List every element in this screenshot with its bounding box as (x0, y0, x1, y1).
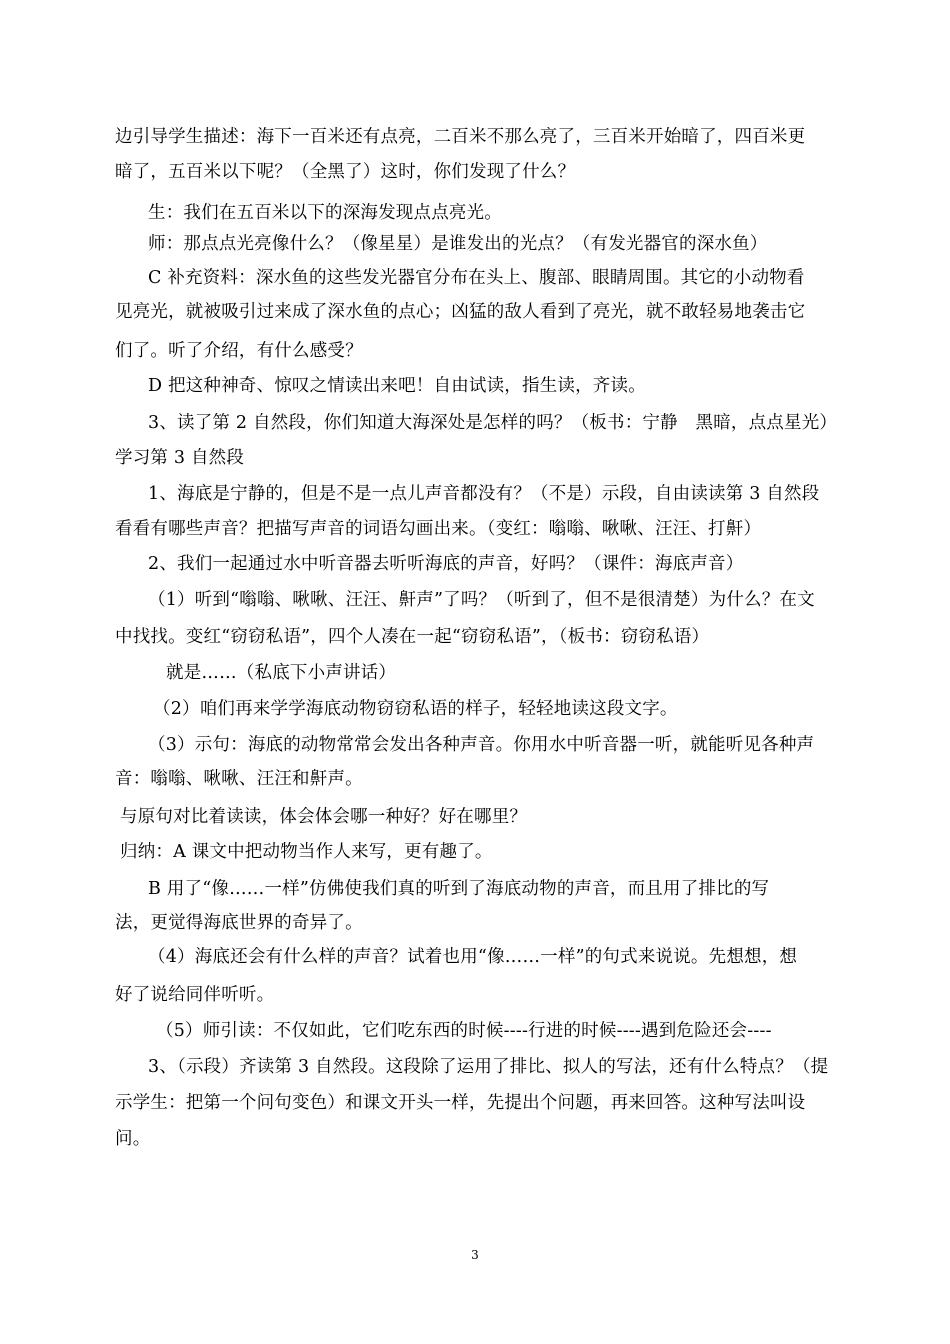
text-line: 边引导学生描述：海下一百米还有点亮，二百米不那么亮了，三百米开始暗了，四百米更 (115, 127, 806, 147)
text-line: 3、（示段）齐读第 3 自然段。这段除了运用了排比、拟人的写法，还有什么特点？（提 (148, 1057, 829, 1077)
text-line: 好了说给同伴听听。 (115, 985, 275, 1005)
text-line: 就是……（私底下小声讲话） (166, 663, 397, 683)
text-line: （1）听到“嗡嗡、啾啾、汪汪、鼾声”了吗？（听到了，但不是很清楚）为什么？在文 (148, 590, 815, 610)
text-line: 中找找。变红“窃窃私语”，四个人凑在一起“窃窃私语”，（板书：窃窃私语） (115, 627, 710, 647)
text-line: （4）海底还会有什么样的声音？试着也用“像……一样”的句式来说说。先想想，想 (148, 947, 798, 967)
text-line: 音：嗡嗡、啾啾、汪汪和鼾声。 (115, 769, 363, 789)
text-line: 3、读了第 2 自然段，你们知道大海深处是怎样的吗？（板书：宁静 黑暗，点点星光） (148, 413, 838, 433)
text-line: 见亮光，就被吸引过来成了深水鱼的点心；凶猛的敌人看到了亮光，就不敢轻易地袭击它 (115, 302, 806, 322)
text-line: B 用了“像……一样”仿佛使我们真的听到了海底动物的声音，而且用了排比的写 (148, 879, 770, 899)
text-line: （3）示句：海底的动物常常会发出各种声音。你用水中听音器一听，就能听见各种声 (148, 735, 815, 755)
section-heading: 学习第 3 自然段 (115, 448, 245, 468)
page-number: 3 (471, 1248, 479, 1262)
text-line: （5）师引读：不仅如此，它们吃东西的时候----行进的时候----遇到危险还会---- (156, 1021, 772, 1041)
text-line: 们了。听了介绍，有什么感受？ (115, 341, 363, 361)
text-line: C 补充资料：深水鱼的这些发光器官分布在头上、腹部、眼睛周围。其它的小动物看 (148, 268, 805, 288)
text-line: 归纳：A 课文中把动物当作人来写，更有趣了。 (120, 842, 493, 862)
text-line: 问。 (115, 1129, 151, 1149)
text-line: 示学生：把第一个问句变色）和课文开头一样，先提出个问题，再来回答。这种写法叫设 (115, 1093, 806, 1113)
text-line: 暗了，五百米以下呢？（全黑了）这时，你们发现了什么？ (115, 162, 576, 182)
text-line: 与原句对比着读读，体会体会哪一种好？好在哪里？ (120, 807, 528, 827)
text-line: 法，更觉得海底世界的奇异了。 (115, 913, 363, 933)
text-line: 师：那点点光亮像什么？（像星星）是谁发出的光点？（有发光器官的深水鱼） (148, 234, 768, 254)
text-line: D 把这种神奇、惊叹之情读出来吧！自由试读，指生读，齐读。 (148, 376, 646, 396)
text-line: 生：我们在五百米以下的深海发现点点亮光。 (148, 203, 502, 223)
text-line: 看看有哪些声音？把描写声音的词语勾画出来。（变红：嗡嗡、啾啾、汪汪、打鼾） (115, 519, 762, 539)
text-line: 2、我们一起通过水中听音器去听听海底的声音，好吗？（课件：海底声音） (148, 554, 744, 574)
text-line: （2）咱们再来学学海底动物窃窃私语的样子，轻轻地读这段文字。 (153, 699, 678, 719)
text-line: 1、海底是宁静的，但是不是一点儿声音都没有？（不是）示段，自由读读第 3 自然段 (148, 484, 820, 504)
